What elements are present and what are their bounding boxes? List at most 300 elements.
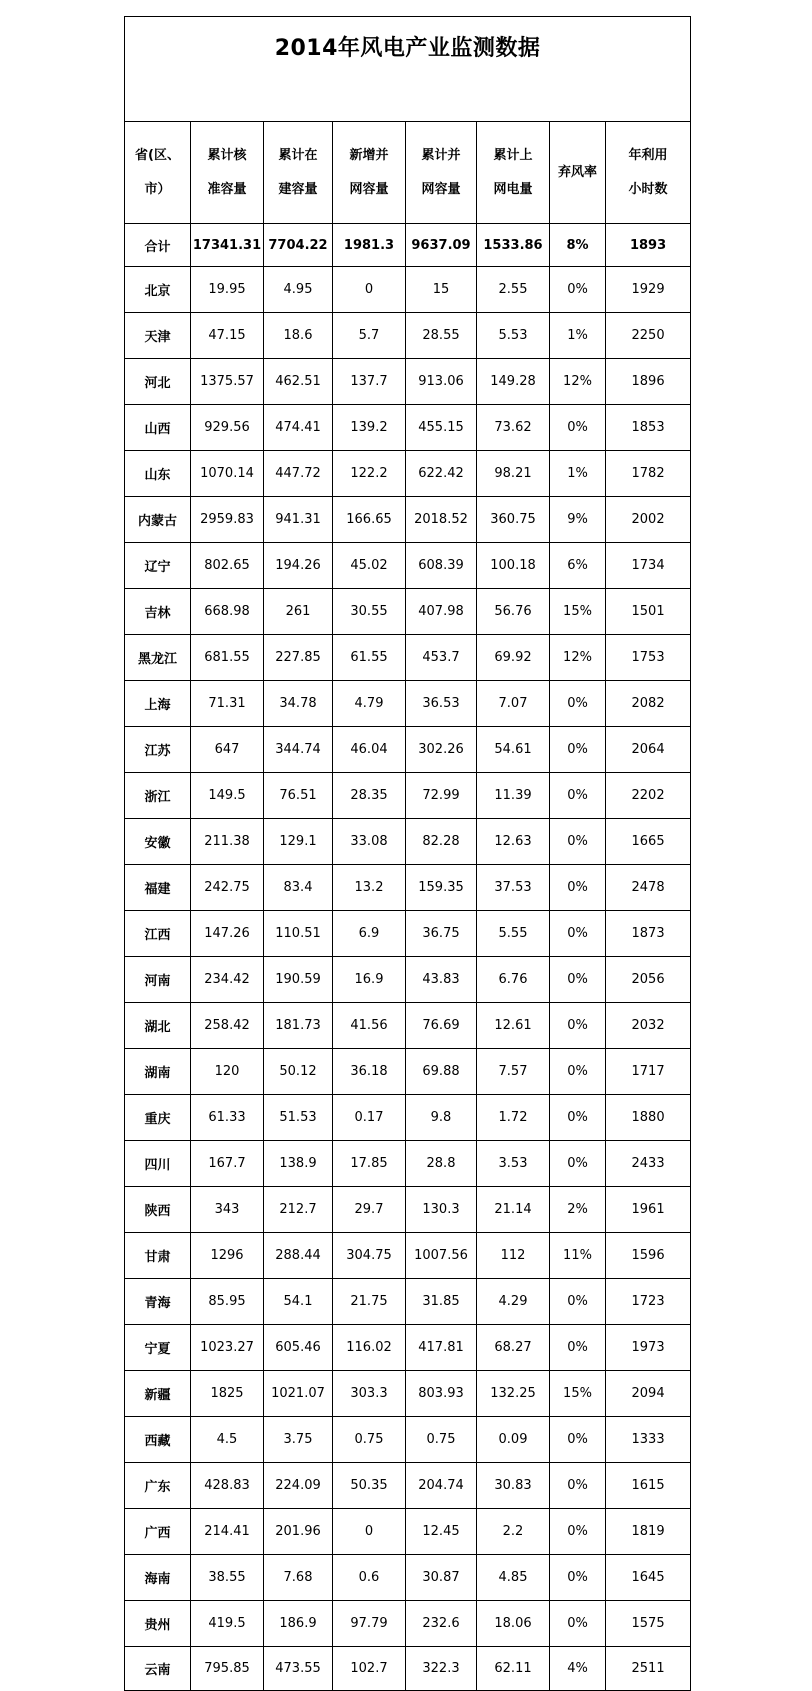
table-row — [125, 313, 691, 359]
table-cell: 37.53 — [477, 865, 550, 911]
table-cell: 46.04 — [333, 727, 406, 773]
table-cell: 419.5 — [191, 1601, 264, 1647]
table-cell: 28.35 — [333, 773, 406, 819]
table-cell: 0% — [550, 1417, 606, 1463]
table-cell: 1070.14 — [191, 451, 264, 497]
table-row — [125, 819, 691, 865]
table-cell: 166.65 — [333, 497, 406, 543]
table-cell: 2082 — [606, 681, 691, 727]
province-name: 西藏 — [125, 1417, 191, 1463]
table-cell: 181.73 — [264, 1003, 333, 1049]
table-cell: 12.63 — [477, 819, 550, 865]
table-cell: 302.26 — [406, 727, 477, 773]
table-cell: 2018.52 — [406, 497, 477, 543]
table-cell: 4.95 — [264, 267, 333, 313]
province-name: 贵州 — [125, 1601, 191, 1647]
table-cell: 54.1 — [264, 1279, 333, 1325]
table-cell: 41.56 — [333, 1003, 406, 1049]
table-cell: 1723 — [606, 1279, 691, 1325]
table-cell: 2056 — [606, 957, 691, 1003]
table-cell: 0% — [550, 1463, 606, 1509]
table-cell: 112 — [477, 1233, 550, 1279]
table-cell: 3.75 — [264, 1417, 333, 1463]
table-cell: 17.85 — [333, 1141, 406, 1187]
table-cell: 5.53 — [477, 313, 550, 359]
column-header-line: 累计并 — [421, 147, 461, 163]
table-cell: 12% — [550, 359, 606, 405]
column-header-line: 网容量 — [421, 181, 461, 197]
table-cell: 795.85 — [191, 1647, 264, 1691]
province-name: 天津 — [125, 313, 191, 359]
total-cell: 1533.86 — [477, 224, 550, 267]
table-cell: 110.51 — [264, 911, 333, 957]
table-cell: 261 — [264, 589, 333, 635]
table-cell: 0.17 — [333, 1095, 406, 1141]
table-cell: 6% — [550, 543, 606, 589]
table-cell: 30.83 — [477, 1463, 550, 1509]
table-row — [125, 957, 691, 1003]
column-header-line: 网容量 — [349, 181, 389, 197]
table-cell: 1782 — [606, 451, 691, 497]
column-header-line: 网电量 — [493, 181, 533, 197]
table-cell: 18.6 — [264, 313, 333, 359]
table-cell: 190.59 — [264, 957, 333, 1003]
table-cell: 2064 — [606, 727, 691, 773]
table-cell: 15% — [550, 589, 606, 635]
table-cell: 453.7 — [406, 635, 477, 681]
table-row — [125, 267, 691, 313]
wind-power-table — [124, 16, 691, 1691]
table-cell: 360.75 — [477, 497, 550, 543]
table-cell: 13.2 — [333, 865, 406, 911]
table-cell: 647 — [191, 727, 264, 773]
table-cell: 122.2 — [333, 451, 406, 497]
table-cell: 1973 — [606, 1325, 691, 1371]
table-cell: 137.7 — [333, 359, 406, 405]
table-cell: 15% — [550, 1371, 606, 1417]
table-cell: 455.15 — [406, 405, 477, 451]
table-cell: 82.28 — [406, 819, 477, 865]
table-row — [125, 681, 691, 727]
table-cell: 28.55 — [406, 313, 477, 359]
table-cell: 138.9 — [264, 1141, 333, 1187]
table-row — [125, 1555, 691, 1601]
table-row — [125, 1647, 691, 1691]
province-name: 江西 — [125, 911, 191, 957]
table-row — [125, 911, 691, 957]
table-cell: 1615 — [606, 1463, 691, 1509]
column-header-line: 年利用 — [628, 147, 668, 163]
table-cell: 102.7 — [333, 1647, 406, 1691]
table-cell: 2% — [550, 1187, 606, 1233]
province-name: 新疆 — [125, 1371, 191, 1417]
table-cell: 0% — [550, 405, 606, 451]
table-row — [125, 1601, 691, 1647]
table-row — [125, 497, 691, 543]
table-cell: 0% — [550, 1279, 606, 1325]
table-cell: 0% — [550, 865, 606, 911]
table-cell: 1734 — [606, 543, 691, 589]
table-cell: 100.18 — [477, 543, 550, 589]
table-cell: 304.75 — [333, 1233, 406, 1279]
province-name: 北京 — [125, 267, 191, 313]
table-cell: 38.55 — [191, 1555, 264, 1601]
table-cell: 303.3 — [333, 1371, 406, 1417]
table-cell: 1873 — [606, 911, 691, 957]
column-header-line: 累计在 — [278, 147, 318, 163]
province-name: 海南 — [125, 1555, 191, 1601]
column-header-line: 省(区、 — [135, 147, 180, 163]
table-cell: 4.79 — [333, 681, 406, 727]
table-cell: 224.09 — [264, 1463, 333, 1509]
table-row — [125, 1371, 691, 1417]
column-header-line: 市） — [144, 181, 171, 197]
table-cell: 428.83 — [191, 1463, 264, 1509]
table-cell: 1% — [550, 313, 606, 359]
table-cell: 61.33 — [191, 1095, 264, 1141]
table-cell: 36.53 — [406, 681, 477, 727]
table-cell: 149.5 — [191, 773, 264, 819]
table-cell: 21.75 — [333, 1279, 406, 1325]
total-row — [125, 224, 691, 267]
table-cell: 194.26 — [264, 543, 333, 589]
table-row — [125, 727, 691, 773]
spreadsheet — [124, 16, 690, 1691]
table-cell: 1853 — [606, 405, 691, 451]
table-cell: 343 — [191, 1187, 264, 1233]
table-cell: 462.51 — [264, 359, 333, 405]
table-cell: 47.15 — [191, 313, 264, 359]
table-cell: 204.74 — [406, 1463, 477, 1509]
table-cell: 2250 — [606, 313, 691, 359]
table-cell: 0.75 — [406, 1417, 477, 1463]
table-cell: 0.75 — [333, 1417, 406, 1463]
table-cell: 622.42 — [406, 451, 477, 497]
table-cell: 0% — [550, 911, 606, 957]
province-name: 青海 — [125, 1279, 191, 1325]
table-cell: 6.9 — [333, 911, 406, 957]
table-cell: 120 — [191, 1049, 264, 1095]
table-cell: 56.76 — [477, 589, 550, 635]
table-cell: 9% — [550, 497, 606, 543]
table-row — [125, 1233, 691, 1279]
province-name: 福建 — [125, 865, 191, 911]
column-header-line: 建容量 — [278, 181, 318, 197]
table-row — [125, 543, 691, 589]
table-cell: 2.55 — [477, 267, 550, 313]
province-name: 重庆 — [125, 1095, 191, 1141]
province-name: 陕西 — [125, 1187, 191, 1233]
table-cell: 31.85 — [406, 1279, 477, 1325]
table-cell: 1645 — [606, 1555, 691, 1601]
table-cell: 474.41 — [264, 405, 333, 451]
province-name: 湖北 — [125, 1003, 191, 1049]
table-cell: 201.96 — [264, 1509, 333, 1555]
table-row — [125, 1141, 691, 1187]
table-cell: 9.8 — [406, 1095, 477, 1141]
province-name: 江苏 — [125, 727, 191, 773]
table-cell: 0% — [550, 773, 606, 819]
table-row — [125, 1049, 691, 1095]
table-cell: 30.87 — [406, 1555, 477, 1601]
total-label: 合计 — [125, 224, 191, 267]
column-header — [606, 122, 691, 224]
table-cell: 116.02 — [333, 1325, 406, 1371]
table-cell: 0% — [550, 1141, 606, 1187]
table-cell: 12.45 — [406, 1509, 477, 1555]
table-cell: 50.35 — [333, 1463, 406, 1509]
table-cell: 258.42 — [191, 1003, 264, 1049]
table-cell: 98.21 — [477, 451, 550, 497]
table-cell: 1% — [550, 451, 606, 497]
table-row — [125, 1417, 691, 1463]
table-cell: 43.83 — [406, 957, 477, 1003]
table-cell: 6.76 — [477, 957, 550, 1003]
table-cell: 232.6 — [406, 1601, 477, 1647]
table-cell: 0.09 — [477, 1417, 550, 1463]
table-row — [125, 1095, 691, 1141]
table-cell: 147.26 — [191, 911, 264, 957]
table-cell: 0% — [550, 1095, 606, 1141]
table-cell: 605.46 — [264, 1325, 333, 1371]
table-cell: 2002 — [606, 497, 691, 543]
table-cell: 167.7 — [191, 1141, 264, 1187]
table-cell: 803.93 — [406, 1371, 477, 1417]
table-cell: 18.06 — [477, 1601, 550, 1647]
table-cell: 139.2 — [333, 405, 406, 451]
table-cell: 1880 — [606, 1095, 691, 1141]
table-row — [125, 865, 691, 911]
table-cell: 211.38 — [191, 819, 264, 865]
table-cell: 33.08 — [333, 819, 406, 865]
table-cell: 73.62 — [477, 405, 550, 451]
table-cell: 1023.27 — [191, 1325, 264, 1371]
table-cell: 7.07 — [477, 681, 550, 727]
table-cell: 3.53 — [477, 1141, 550, 1187]
table-row — [125, 1463, 691, 1509]
province-name: 山东 — [125, 451, 191, 497]
column-header — [550, 122, 606, 224]
table-cell: 929.56 — [191, 405, 264, 451]
table-cell: 0% — [550, 1049, 606, 1095]
table-cell: 34.78 — [264, 681, 333, 727]
table-cell: 0% — [550, 957, 606, 1003]
table-cell: 61.55 — [333, 635, 406, 681]
table-cell: 15 — [406, 267, 477, 313]
table-cell: 1007.56 — [406, 1233, 477, 1279]
table-row — [125, 359, 691, 405]
table-cell: 76.51 — [264, 773, 333, 819]
column-header — [191, 122, 264, 224]
table-cell: 149.28 — [477, 359, 550, 405]
province-name: 甘肃 — [125, 1233, 191, 1279]
table-row — [125, 1279, 691, 1325]
table-cell: 4.29 — [477, 1279, 550, 1325]
table-row — [125, 1509, 691, 1555]
table-cell: 0% — [550, 819, 606, 865]
table-cell: 4% — [550, 1647, 606, 1691]
table-cell: 1021.07 — [264, 1371, 333, 1417]
table-cell: 2511 — [606, 1647, 691, 1691]
table-cell: 288.44 — [264, 1233, 333, 1279]
table-cell: 11% — [550, 1233, 606, 1279]
table-cell: 1501 — [606, 589, 691, 635]
table-cell: 0% — [550, 1003, 606, 1049]
table-cell: 1929 — [606, 267, 691, 313]
table-cell: 1825 — [191, 1371, 264, 1417]
table-cell: 1717 — [606, 1049, 691, 1095]
province-name: 广西 — [125, 1509, 191, 1555]
table-cell: 0.6 — [333, 1555, 406, 1601]
column-header-line: 弃风率 — [557, 164, 597, 180]
table-cell: 159.35 — [406, 865, 477, 911]
table-cell: 0% — [550, 727, 606, 773]
table-row — [125, 1003, 691, 1049]
table-title: 2014年风电产业监测数据 — [125, 17, 691, 122]
header-row — [125, 122, 691, 224]
province-name: 辽宁 — [125, 543, 191, 589]
column-header-line: 准容量 — [207, 181, 247, 197]
table-cell: 11.39 — [477, 773, 550, 819]
table-cell: 7.57 — [477, 1049, 550, 1095]
table-cell: 130.3 — [406, 1187, 477, 1233]
province-name: 河南 — [125, 957, 191, 1003]
table-cell: 29.7 — [333, 1187, 406, 1233]
province-name: 上海 — [125, 681, 191, 727]
table-cell: 132.25 — [477, 1371, 550, 1417]
table-cell: 1333 — [606, 1417, 691, 1463]
table-cell: 242.75 — [191, 865, 264, 911]
table-row — [125, 1325, 691, 1371]
table-cell: 0 — [333, 267, 406, 313]
table-cell: 2.2 — [477, 1509, 550, 1555]
table-cell: 36.75 — [406, 911, 477, 957]
table-cell: 19.95 — [191, 267, 264, 313]
province-name: 吉林 — [125, 589, 191, 635]
table-cell: 212.7 — [264, 1187, 333, 1233]
column-header — [264, 122, 333, 224]
column-header — [333, 122, 406, 224]
table-cell: 1753 — [606, 635, 691, 681]
table-cell: 0% — [550, 267, 606, 313]
table-cell: 681.55 — [191, 635, 264, 681]
table-cell: 322.3 — [406, 1647, 477, 1691]
province-name: 浙江 — [125, 773, 191, 819]
table-cell: 97.79 — [333, 1601, 406, 1647]
table-cell: 83.4 — [264, 865, 333, 911]
table-cell: 50.12 — [264, 1049, 333, 1095]
table-cell: 76.69 — [406, 1003, 477, 1049]
table-cell: 2478 — [606, 865, 691, 911]
table-cell: 417.81 — [406, 1325, 477, 1371]
table-cell: 2094 — [606, 1371, 691, 1417]
table-cell: 1596 — [606, 1233, 691, 1279]
table-cell: 913.06 — [406, 359, 477, 405]
table-cell: 941.31 — [264, 497, 333, 543]
column-header-line: 小时数 — [628, 181, 668, 197]
table-row — [125, 451, 691, 497]
table-cell: 234.42 — [191, 957, 264, 1003]
table-cell: 1961 — [606, 1187, 691, 1233]
table-row — [125, 635, 691, 681]
column-header-line: 累计核 — [207, 147, 247, 163]
table-cell: 0 — [333, 1509, 406, 1555]
table-cell: 12% — [550, 635, 606, 681]
province-name: 黑龙江 — [125, 635, 191, 681]
table-cell: 1896 — [606, 359, 691, 405]
table-cell: 71.31 — [191, 681, 264, 727]
province-name: 湖南 — [125, 1049, 191, 1095]
table-cell: 1296 — [191, 1233, 264, 1279]
column-header-line: 新增并 — [349, 147, 389, 163]
table-cell: 0% — [550, 1555, 606, 1601]
province-name: 云南 — [125, 1647, 191, 1691]
table-cell: 69.88 — [406, 1049, 477, 1095]
province-name: 内蒙古 — [125, 497, 191, 543]
table-cell: 0% — [550, 681, 606, 727]
province-name: 四川 — [125, 1141, 191, 1187]
table-cell: 16.9 — [333, 957, 406, 1003]
province-name: 安徽 — [125, 819, 191, 865]
table-cell: 227.85 — [264, 635, 333, 681]
table-row — [125, 589, 691, 635]
total-cell: 1981.3 — [333, 224, 406, 267]
table-row — [125, 1187, 691, 1233]
table-cell: 30.55 — [333, 589, 406, 635]
table-cell: 5.55 — [477, 911, 550, 957]
table-cell: 129.1 — [264, 819, 333, 865]
table-cell: 407.98 — [406, 589, 477, 635]
table-row — [125, 773, 691, 819]
table-cell: 68.27 — [477, 1325, 550, 1371]
table-cell: 36.18 — [333, 1049, 406, 1095]
table-cell: 45.02 — [333, 543, 406, 589]
table-cell: 214.41 — [191, 1509, 264, 1555]
table-cell: 85.95 — [191, 1279, 264, 1325]
table-row — [125, 405, 691, 451]
total-cell: 8% — [550, 224, 606, 267]
province-name: 宁夏 — [125, 1325, 191, 1371]
table-cell: 2202 — [606, 773, 691, 819]
table-cell: 4.5 — [191, 1417, 264, 1463]
table-cell: 1575 — [606, 1601, 691, 1647]
table-cell: 1665 — [606, 819, 691, 865]
table-cell: 2433 — [606, 1141, 691, 1187]
table-cell: 7.68 — [264, 1555, 333, 1601]
table-cell: 5.7 — [333, 313, 406, 359]
table-cell: 473.55 — [264, 1647, 333, 1691]
table-cell: 28.8 — [406, 1141, 477, 1187]
table-cell: 0% — [550, 1509, 606, 1555]
table-cell: 72.99 — [406, 773, 477, 819]
table-cell: 4.85 — [477, 1555, 550, 1601]
column-header — [125, 122, 191, 224]
table-cell: 802.65 — [191, 543, 264, 589]
table-cell: 2032 — [606, 1003, 691, 1049]
column-header — [477, 122, 550, 224]
column-header-line: 累计上 — [493, 147, 533, 163]
table-cell: 186.9 — [264, 1601, 333, 1647]
total-cell: 9637.09 — [406, 224, 477, 267]
total-cell: 7704.22 — [264, 224, 333, 267]
table-cell: 447.72 — [264, 451, 333, 497]
province-name: 河北 — [125, 359, 191, 405]
table-cell: 608.39 — [406, 543, 477, 589]
table-cell: 12.61 — [477, 1003, 550, 1049]
table-cell: 1375.57 — [191, 359, 264, 405]
table-cell: 69.92 — [477, 635, 550, 681]
table-cell: 0% — [550, 1325, 606, 1371]
